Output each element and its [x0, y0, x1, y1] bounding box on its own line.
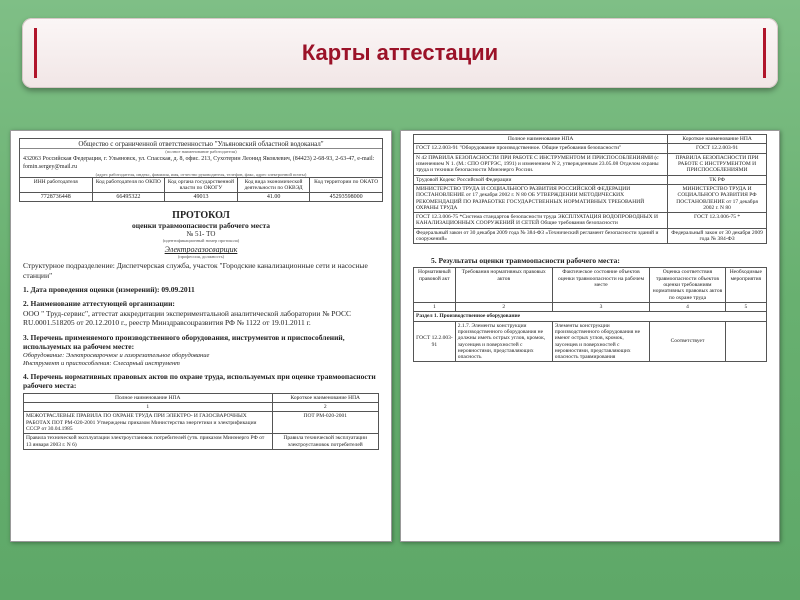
section-4-title: 4. Перечень нормативных правовых актов по охране труда, используемых при оценке травмоопасности рабочего места: [23, 371, 376, 390]
org-name-caption: (полное наименование работодателя) [165, 149, 237, 154]
table-cell: ГОСТ 12.2.003-91 "Оборудование производственное. Общие требования безопасности" [414, 144, 668, 153]
table-cell: Трудовой Кодекс Российской Федерации [414, 175, 668, 184]
npa-table-left [23, 393, 379, 450]
table-cell: 2 [272, 403, 379, 412]
table-cell: N 42 ПРАВИЛА БЕЗОПАСНОСТИ ПРИ РАБОТЕ С ИНСТРУМЕНТОМ И ПРИСПОСОБЛЕНИЯМИ (с изменением N 1. (М.: СПО ОРГРЭС, 1991) и изменением N 2, утвержденным 23.05.08 Отделом охраны труда и техники безопасности Минэнерго России. [414, 153, 668, 175]
table-row [414, 213, 767, 229]
table-number-row [414, 302, 767, 311]
table-header-cell: Фактическое состояние объектов оценки травмоопасности на рабочем месте [552, 268, 650, 303]
org-codes-values [20, 192, 382, 201]
section-2-title: 2. Наименование аттестующей организации: [23, 298, 175, 308]
table-cell: 2 [455, 302, 552, 311]
org-address: 432063 Российская Федерация, г. Ульяновск, ул. Спасская, д. 8, офис. 213, Сухотерин Леонид Яковлевич, (84423) 2-68-93, 2-63-47, e-mail: fomin.sergey@mail.ru [23, 156, 375, 170]
address-caption: (адрес работодателя, индекс, фамилия, имя, отчество руководителя, телефон, факс, адрес электронной почты) [95, 171, 307, 177]
table-cell: Элементы конструкции производственного оборудования не имеют острых углов, кромок, заусенцев и поверхностей с неровностями, представляющих опасность травмирования [552, 321, 650, 362]
table-header-cell: Короткое наименование НПА [668, 135, 767, 144]
title-banner [22, 18, 778, 88]
code-value: 66495322 [93, 193, 166, 201]
table-cell: ГОСТ 12.2.003-91 [668, 144, 767, 153]
table-section-row [414, 312, 767, 321]
code-header: ИНН работодателя [20, 178, 93, 193]
org-codes-header [20, 177, 382, 193]
section-5-title: 5. Результаты оценки травмоопасности рабочего места: [431, 256, 620, 266]
table-header-cell: Полное наименование НПА [24, 393, 273, 402]
protocol-title: ПРОТОКОЛ [172, 210, 230, 222]
table-header-cell: Нормативный правовой акт [414, 268, 456, 303]
organization-box [19, 138, 383, 202]
table-cell: Федеральный закон от 30 декабря 2009 года № 384-ФЗ «Технический регламент безопасности зданий и сооружений» [414, 228, 668, 244]
profession: Электрогазосварщик [164, 245, 238, 255]
instruments-line: Инструмент и приспособления: Слесарный инструмент [23, 359, 180, 367]
table-cell: Правила технической эксплуатации электроустановок потребителей [272, 434, 379, 450]
code-value: 45293598000 [329, 194, 363, 201]
protocol-page-left [10, 130, 392, 542]
npa-table-right [413, 134, 767, 244]
protocol-number: № 51- ТО [186, 230, 216, 239]
table-row [414, 153, 767, 175]
section-1-title: 1. Дата проведения оценки (измерений): 09.09.2011 [23, 284, 195, 294]
table-row [24, 434, 379, 450]
table-row [414, 184, 767, 212]
table-row [414, 321, 767, 362]
table-cell: МИНИСТЕРСТВО ТРУДА И СОЦИАЛЬНОГО РАЗВИТИЯ РФ ПОСТАНОВЛЕНИЕ от 17 декабря 2002 г. N 80 [668, 184, 767, 212]
table-cell: 3 [552, 302, 650, 311]
code-header: Код территории по ОКАТО [314, 178, 379, 185]
code-value: 7728736448 [20, 193, 93, 201]
table-cell: ГОСТ 12.2.003-91 [414, 321, 456, 362]
protocol-page-right [400, 130, 780, 542]
equipment-line: Оборудование: Электросварочное и газорезательное оборудование [23, 351, 210, 359]
code-header: Код работодателя по ОКПО [93, 178, 166, 193]
table-number-row [24, 403, 379, 412]
org-name: Общество с ограниченной ответственностью "Ульяновский областной водоканал" [20, 139, 382, 149]
table-cell: ГОСТ 12.3.006-75 *Система стандартов безопасности труда ЭКСПЛУАТАЦИЯ ВОДОПРОВОДНЫХ И КАНАЛИЗАЦИОННЫХ СООРУЖЕНИЙ И СЕТЕЙ Общие требования безопасности [414, 213, 668, 229]
results-table [413, 267, 767, 362]
table-cell: МИНИСТЕРСТВО ТРУДА И СОЦИАЛЬНОГО РАЗВИТИЯ РОССИЙСКОЙ ФЕДЕРАЦИИ ПОСТАНОВЛЕНИЕ от 17 декабря 2002 г. N 80 ОБ УТВЕРЖДЕНИИ МЕТОДИЧЕСКИХ РЕКОМЕНДАЦИЙ ПО РАЗРАБОТКЕ ГОСУДАРСТВЕННЫХ НОРМАТИВНЫХ ТРЕБОВАНИЙ ОХРАНЫ ТРУДА [414, 184, 668, 212]
table-cell: 5 [725, 302, 766, 311]
table-row [414, 175, 767, 184]
slide-title: Карты аттестации [301, 40, 499, 65]
table-cell: Федеральный закон от 30 декабря 2009 года № 384-ФЗ [668, 228, 767, 244]
table-row [414, 144, 767, 153]
table-cell: ТК РФ [668, 175, 767, 184]
table-cell: 1 [24, 403, 273, 412]
table-header-row [414, 135, 767, 144]
table-cell: ПОТ РМ-020-2001 [272, 412, 379, 434]
code-header: Код вида экономической деятельности по ОКВЭД [238, 178, 311, 193]
table-header-cell: Оценка соответствия травмоопасности объектов оценки требованиям нормативных правовых актов по охране труда [650, 268, 725, 303]
table-cell: 2.1.7. Элементы конструкции производственного оборудования не должны иметь острых углов, кромок, заусенцев и поверхностей с неровностями, представляющих опасность [455, 321, 552, 362]
table-row [414, 228, 767, 244]
table-header-row [414, 268, 767, 303]
table-cell: Раздел 1. Производственное оборудование [414, 312, 767, 321]
number-caption: (идентификационный номер протокола) [162, 238, 240, 244]
table-header-cell: Необходимые мероприятия [725, 268, 766, 303]
table-header-row [24, 393, 379, 402]
table-header-cell: Полное наименование НПА [414, 135, 668, 144]
table-cell: Соответствует [650, 321, 725, 362]
code-header: Код органа государственной власти по ОКОГУ [165, 178, 238, 193]
table-cell: МЕЖОТРАСЛЕВЫЕ ПРАВИЛА ПО ОХРАНЕ ТРУДА ПРИ ЭЛЕКТРО- И ГАЗОСВАРОЧНЫХ РАБОТАХ ПОТ РМ-020-2001 Утверждены приказом Министерства энергетики и электрификации СССР от 30.04.1985 [24, 412, 273, 434]
title-frame [34, 28, 766, 78]
table-cell: ГОСТ 12.3.006-75 * [668, 213, 767, 229]
table-cell: 4 [650, 302, 725, 311]
structural-unit: Структурное подразделение: Диспетчерская служба, участок "Городские канализационные сети и насосные станции" [23, 261, 368, 280]
code-value: 41.00 [238, 193, 311, 201]
code-value: 49013 [165, 193, 238, 201]
table-cell [725, 321, 766, 362]
protocol-subtitle: оценки травмоопасности рабочего места [132, 221, 270, 231]
section-2-text: ООО " Труд-сервис", аттестат аккредитации экспериментальной аналитической лаборатории № РОСС RU.0001.518205 от 20.12.2010 г., реестр Минздравсоцразвития РФ № 1122 от 19.01.2011 г. [23, 308, 352, 328]
table-header-cell: Требования нормативных правовых актов [455, 268, 552, 303]
table-row [24, 412, 379, 434]
section-3-title: 3. Перечень применяемого производственного оборудования, инструментов и приспособлений, используемых на рабочем месте: [23, 332, 345, 351]
table-header-cell: Короткое наименование НПА [272, 393, 379, 402]
table-cell: ПРАВИЛА БЕЗОПАСНОСТИ ПРИ РАБОТЕ С ИНСТРУМЕНТОМ И ПРИСПОСОБЛЕНИЯМИ [668, 153, 767, 175]
table-cell: Правила технической эксплуатации электроустановок потребителей (утв. приказом Минэнерго РФ от 13 января 2003 г. N 6) [24, 434, 273, 450]
profession-caption: (профессия, должность) [177, 254, 225, 260]
table-cell: 1 [414, 302, 456, 311]
